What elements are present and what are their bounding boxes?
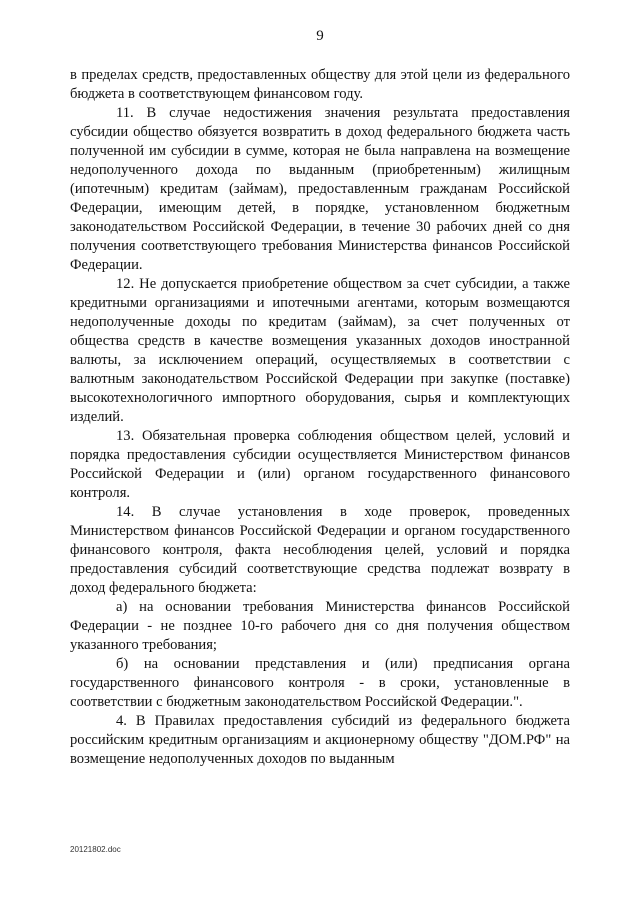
paragraph-14-a: а) на основании требования Министерства финансов Российской Федерации - не позднее 10-го рабочего дня со дня получения обществом указанного требования; bbox=[70, 599, 570, 653]
file-name-footer: 20121802.doc bbox=[70, 845, 121, 854]
document-body bbox=[70, 66, 570, 769]
paragraph-12: 12. Не допускается приобретение обществом за счет субсидии, а также кредитными организациями и ипотечными агентами, которым возмещаются недополученные доходы по кредитам (займам), за счет полученных от общества средств в качестве возмещения указанных доходов иностранной валюты, за исключением операций, осуществляемых в соответствии с валютным законодательством Российской Федерации при закупке (поставке) высокотехнологичного импортного оборудования, сырья и комплектующих изделий. bbox=[70, 276, 570, 425]
paragraph-14-b: б) на основании представления и (или) предписания органа государственного финансового контроля - в сроки, установленные в соответствии с бюджетным законодательством Российской Федерации.". bbox=[70, 656, 570, 710]
page-number: 9 bbox=[316, 28, 324, 44]
paragraph-11: 11. В случае недостижения значения результата предоставления субсидии общество обязуется возвратить в доход федерального бюджета часть полученной им субсидии в сумме, которая не была направлена на возмещение недополученного дохода по выданным (приобретенным) жилищным (ипотечным) кредитам (займам), предоставленным гражданам Российской Федерации, имеющим детей, в порядке, установленном бюджетным законодательством Российской Федерации, в течение 30 рабочих дней со дня получения соответствующего требования Министерства финансов Российской Федерации. bbox=[70, 105, 570, 273]
paragraph-4: 4. В Правилах предоставления субсидий из федерального бюджета российским кредитным организациям и акционерному обществу "ДОМ.РФ" на возмещение недополученных доходов по выданным bbox=[70, 713, 570, 767]
paragraph-13: 13. Обязательная проверка соблюдения обществом целей, условий и порядка предоставления субсидии осуществляется Министерством финансов Российской Федерации и (или) органом государственного финансового контроля. bbox=[70, 428, 570, 501]
paragraph-continuation: в пределах средств, предоставленных обществу для этой цели из федерального бюджета в соответствующем финансовом году. bbox=[70, 67, 570, 102]
paragraph-14: 14. В случае установления в ходе проверок, проведенных Министерством финансов Российской Федерации и органом государственного финансового контроля, факта несоблюдения целей, условий и порядка предоставления субсидий соответствующие средства подлежат возврату в доход федерального бюджета: bbox=[70, 504, 570, 596]
